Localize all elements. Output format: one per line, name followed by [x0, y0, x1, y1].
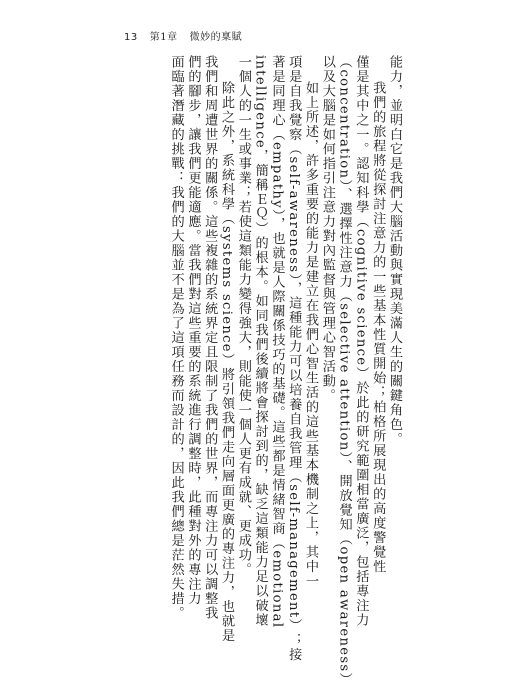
text-column: 一個人的一生或事業；若使這類能力變得強大，則能使一個人更有成就、更成功。: [235, 55, 251, 577]
body-text: [167, 55, 402, 687]
text-column: 著是同理心（empathy），也就是人際關係技巧的基礎。這些都是情緒智商（emotional: [269, 55, 285, 629]
text-column: 以及大腦是如何指引注意力對內監督與管理心智活動。: [319, 55, 335, 403]
running-header: [124, 28, 242, 43]
text-column: 我們的旅程將從探討注意力的一些基本性質開始；柏格所展現出的高度警覺性: [370, 81, 386, 574]
chapter-label: 第1章: [149, 32, 178, 43]
text-column: （concentration）、選擇性注意力（selective attention）、開放覺知（open awareness）: [336, 55, 352, 687]
text-column: 如上所述，許多重要的能力是建立在我們心智生活的這些基本機制之上，其中一: [303, 81, 319, 589]
text-column: intelligence，簡稱ＥＱ）的根本。如同我們後續將會探討到的，缺乏這類能力足以破壞: [252, 55, 268, 628]
text-column: 面臨著潛藏的挑戰：我們的大腦並不是為了這項任務而設計的，因此我們總是茫然失措。: [168, 55, 184, 621]
text-column: 項是自我覺察（self-awareness），這種能力可以培養自我管理（self-management）；接: [286, 55, 302, 662]
text-column: 能力，並明白它是我們大腦活動與實現美滿人生的關鍵角色。: [387, 55, 402, 447]
text-column: 僅是其中之一。認知科學（cognitive science）於此的研究範圍相當廣泛，包括專注力: [353, 55, 369, 628]
text-column: 除此之外，系統科學（systems science）將引領我們走向層面更廣的專注力，也就是: [219, 81, 235, 643]
text-column: 們的腳步，讓我們更能適應。當我們對這些重要的系統進行調整時，此種對外的專注力: [185, 55, 201, 606]
page-number: 13: [124, 32, 138, 43]
chapter-title: 微妙的稟賦: [189, 32, 243, 43]
text-column: 我們和周遭世界的關係。這些複雜的系統界定且限制了我們的世界，而專注力可以調整我: [202, 55, 218, 621]
